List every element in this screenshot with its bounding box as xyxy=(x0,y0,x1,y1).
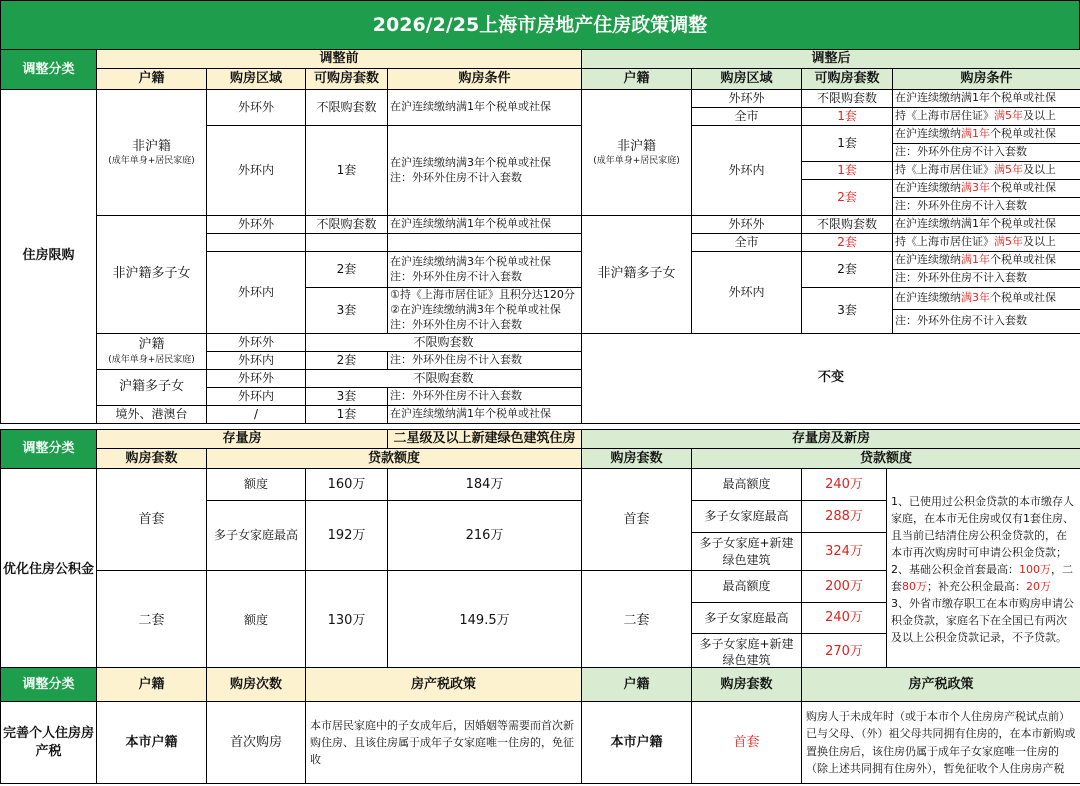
loan-value: 288万 xyxy=(802,501,887,533)
condition-note: 注：外环外住房不计入套数 xyxy=(893,198,1080,216)
loan-value: 160万 xyxy=(306,469,388,501)
count-one: 1套 xyxy=(802,126,893,162)
loan-value: 149.5万 xyxy=(388,571,582,671)
count-one: 1套 xyxy=(306,405,388,423)
empty-cell xyxy=(306,234,388,252)
area-citywide: 全市 xyxy=(692,108,802,126)
condition-text: 在沪连续缴纳满3年个税单或社保 注：外环外住房不计入套数 xyxy=(388,126,582,216)
category-label: 调整分类 xyxy=(1,668,97,702)
policy-before: 本市居民家庭中的子女成年后，因婚姻等需要而首次新购住房、且该住房属于成年子女家庭唯一住房的，免征收 xyxy=(306,702,582,784)
col-count: 购房套数 xyxy=(692,668,802,702)
quota-label: 最高额度 xyxy=(692,469,802,501)
condition-text: 在沪连续缴纳满1年个税单或社保 xyxy=(893,90,1080,108)
hukou-non-shanghai: 非沪籍 (成年单身+居民家庭) xyxy=(582,90,692,216)
condition-text: 在沪连续缴纳满1年个税单或社保 xyxy=(893,252,1080,270)
col-count: 购房套数 xyxy=(582,449,692,469)
condition-note: 注：外环外住房不计入套数 xyxy=(893,270,1080,288)
col-count: 购房套数 xyxy=(97,449,207,469)
loan-value: 216万 xyxy=(388,501,582,571)
hukou-local: 本市户籍 xyxy=(582,702,692,784)
area-citywide: 全市 xyxy=(692,234,802,252)
quota-label: 额度 xyxy=(207,469,306,501)
loan-value: 184万 xyxy=(388,469,582,501)
condition-text: 持《上海市居住证》满5年及以上 xyxy=(893,162,1080,180)
count-three: 3套 xyxy=(306,288,388,334)
first-suite: 首套 xyxy=(692,702,802,784)
row-label-provident-fund: 优化住房公积金 xyxy=(1,469,97,671)
count-one: 1套 xyxy=(802,162,893,180)
count-two: 2套 xyxy=(802,180,893,216)
condition-text: 在沪连续缴纳满1年个税单或社保 xyxy=(893,126,1080,144)
area-none: / xyxy=(207,405,306,423)
quota-label: 多子女家庭最高 xyxy=(692,501,802,533)
hukou-non-shanghai-multi-child: 非沪籍多子女 xyxy=(97,216,207,334)
second-home: 二套 xyxy=(97,571,207,671)
count-three: 3套 xyxy=(802,288,893,334)
count-unlimited: 不限购套数 xyxy=(802,216,893,234)
first-purchase: 首次购房 xyxy=(207,702,306,784)
row-label-property-tax: 完善个人住房房产税 xyxy=(1,702,97,784)
col-count: 可购房套数 xyxy=(306,69,388,90)
condition-text: 在沪连续缴纳满3年个税单或社保 注：外环外住房不计入套数 xyxy=(388,252,582,288)
loan-value: 240万 xyxy=(802,469,887,501)
area-inner: 外环内 xyxy=(207,252,306,334)
loan-value: 130万 xyxy=(306,571,388,671)
count-two: 2套 xyxy=(802,252,893,288)
area-outer: 外环外 xyxy=(207,90,306,126)
condition-text: ①持《上海市居住证》且积分达120分 ②在沪连续缴纳满3年个税单或社保 注：外环外住房不计入套数 xyxy=(388,288,582,334)
count-one: 1套 xyxy=(802,108,893,126)
col-condition: 购房条件 xyxy=(388,69,582,90)
policy-after: 购房人于未成年时（或于本市个人住房房产税试点前）已与父母、（外）祖父母共同拥有住房的，在本市新购或置换住房后，该住房仍属于成年子女家庭唯一住房的（除上述共同拥有住房外），暂免征收个人住房房产税 xyxy=(802,702,1080,784)
empty-cell xyxy=(207,234,306,252)
condition-text: 在沪连续缴纳满3年个税单或社保 xyxy=(893,180,1080,198)
quota-label: 额度 xyxy=(207,571,306,671)
quota-label: 最高额度 xyxy=(692,571,802,603)
col-hukou: 户籍 xyxy=(97,69,207,90)
area-inner: 外环内 xyxy=(692,126,802,216)
count-unlimited: 不限购套数 xyxy=(306,90,388,126)
loan-value: 324万 xyxy=(802,533,887,571)
col-hukou: 户籍 xyxy=(97,668,207,702)
count-unlimited: 不限购套数 xyxy=(306,369,582,387)
purchase-restriction-table xyxy=(0,49,1080,424)
quota-label: 多子女家庭+新建绿色建筑 xyxy=(692,533,802,571)
condition-note: 注：外环外住房不计入套数 xyxy=(388,351,582,369)
count-three: 3套 xyxy=(306,387,388,405)
condition-text: 在沪连续缴纳满1年个税单或社保 xyxy=(388,405,582,423)
col-count: 可购房套数 xyxy=(802,69,893,90)
stock-and-new-header: 存量房及新房 xyxy=(582,430,1080,449)
count-two: 2套 xyxy=(802,234,893,252)
col-times: 购房次数 xyxy=(207,668,306,702)
category-label: 调整分类 xyxy=(1,430,97,469)
loan-value: 200万 xyxy=(802,571,887,603)
hukou-shanghai-multi-child: 沪籍多子女 xyxy=(97,369,207,405)
area-inner: 外环内 xyxy=(207,126,306,216)
second-home: 二套 xyxy=(582,571,692,671)
stock-header: 存量房 xyxy=(97,430,388,449)
condition-text: 在沪连续缴纳满3年个税单或社保 xyxy=(893,288,1080,310)
col-hukou: 户籍 xyxy=(582,69,692,90)
hukou-foreign: 境外、港澳台 xyxy=(97,405,207,423)
hukou-non-shanghai-multi-child: 非沪籍多子女 xyxy=(582,216,692,334)
loan-value: 240万 xyxy=(802,603,887,634)
first-home: 首套 xyxy=(582,469,692,571)
condition-note: 注：外环外住房不计入套数 xyxy=(893,309,1080,333)
provident-fund-notes: 1、已使用过公积金贷款的本市缴存人家庭，在本市无住房或仅有1套住房、且当前已结清住房公积金贷款的，在本市再次购房时可申请公积金贷款； 2、基础公积金首套最高：100万，二套80万；补充公积金最高：20万 3、外省市缴存职工在本市购房申请公积金贷款，家庭名下在全国已有两次及以上公积金贷款记录，不予贷款。 xyxy=(887,469,1080,671)
count-unlimited: 不限购套数 xyxy=(306,216,388,234)
hukou-non-shanghai: 非沪籍 (成年单身+居民家庭) xyxy=(97,90,207,216)
condition-text: 持《上海市居住证》满5年及以上 xyxy=(893,234,1080,252)
col-loan: 贷款额度 xyxy=(207,449,582,469)
col-policy: 房产税政策 xyxy=(306,668,582,702)
hukou-local: 本市户籍 xyxy=(97,702,207,784)
area-inner: 外环内 xyxy=(207,351,306,369)
property-tax-table xyxy=(0,667,1080,784)
col-loan: 贷款额度 xyxy=(692,449,1080,469)
quota-label: 多子女家庭最高 xyxy=(207,501,306,571)
condition-text: 持《上海市居住证》满5年及以上 xyxy=(893,108,1080,126)
empty-cell xyxy=(388,234,582,252)
green-header: 二星级及以上新建绿色建筑住房 xyxy=(388,430,582,449)
condition-text: 在沪连续缴纳满1年个税单或社保 xyxy=(893,216,1080,234)
area-inner: 外环内 xyxy=(207,387,306,405)
count-two: 2套 xyxy=(306,351,388,369)
count-two: 2套 xyxy=(306,252,388,288)
hukou-shanghai: 沪籍 (成年单身+居民家庭) xyxy=(97,333,207,369)
before-header: 调整前 xyxy=(97,50,582,69)
area-outer: 外环外 xyxy=(207,333,306,351)
area-outer: 外环外 xyxy=(207,216,306,234)
page-title: 2026/2/25上海市房地产住房政策调整 xyxy=(0,0,1080,50)
first-home: 首套 xyxy=(97,469,207,571)
category-label: 调整分类 xyxy=(1,50,97,90)
after-header: 调整后 xyxy=(582,50,1080,69)
col-hukou: 户籍 xyxy=(582,668,692,702)
col-condition: 购房条件 xyxy=(893,69,1080,90)
condition-text: 在沪连续缴纳满1年个税单或社保 xyxy=(388,90,582,126)
quota-label: 多子女家庭最高 xyxy=(692,603,802,634)
col-area: 购房区域 xyxy=(207,69,306,90)
condition-text: 在沪连续缴纳满1年个税单或社保 xyxy=(388,216,582,234)
col-area: 购房区域 xyxy=(692,69,802,90)
area-outer: 外环外 xyxy=(207,369,306,387)
count-unlimited: 不限购套数 xyxy=(306,333,582,351)
condition-note: 注：外环外住房不计入套数 xyxy=(388,387,582,405)
quota-label: 多子女家庭+新建绿色建筑 xyxy=(692,634,802,671)
loan-value: 192万 xyxy=(306,501,388,571)
count-unlimited: 不限购套数 xyxy=(802,90,893,108)
area-outer: 外环外 xyxy=(692,90,802,108)
col-policy: 房产税政策 xyxy=(802,668,1080,702)
row-label-purchase-limit: 住房限购 xyxy=(1,90,97,424)
count-one: 1套 xyxy=(306,126,388,216)
loan-value: 270万 xyxy=(802,634,887,671)
area-outer: 外环外 xyxy=(692,216,802,234)
condition-note: 注：外环外住房不计入套数 xyxy=(893,144,1080,162)
unchanged-label: 不变 xyxy=(582,333,1080,423)
provident-fund-table xyxy=(0,429,1080,671)
area-inner: 外环内 xyxy=(692,252,802,334)
